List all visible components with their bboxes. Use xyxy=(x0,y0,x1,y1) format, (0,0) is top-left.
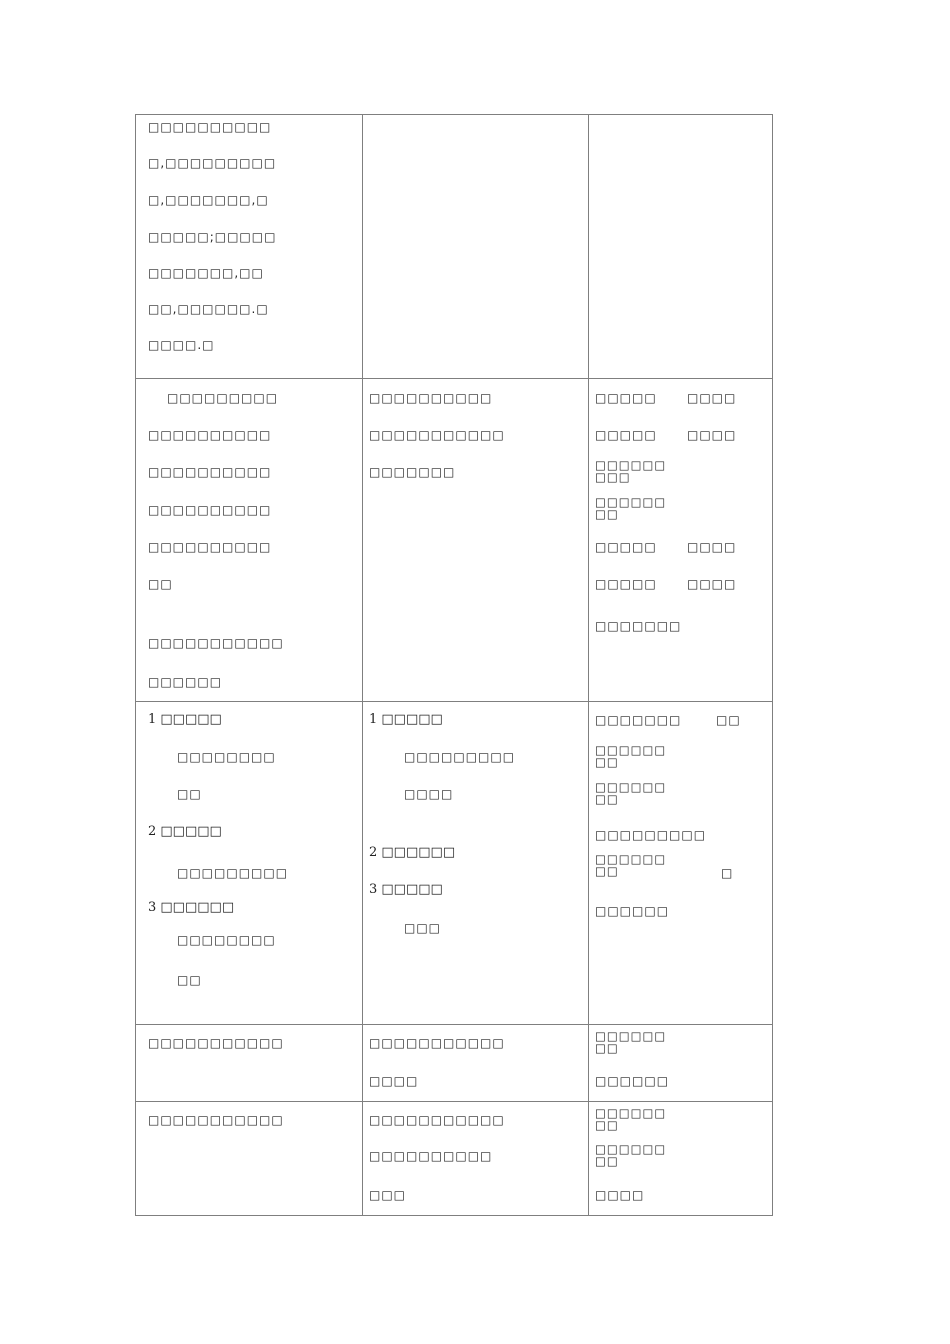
cell-text: □□□□□□□□□□ xyxy=(148,503,272,517)
cell-text: □□□□□□□□ xyxy=(595,743,667,769)
cell-text: □□□□□□□□□□ xyxy=(148,540,272,554)
cell-text: □□□□ xyxy=(687,428,737,442)
cell-text: □□□□□□□□□□ xyxy=(148,428,272,442)
table-row xyxy=(136,379,773,702)
cell-text: □□ xyxy=(177,787,202,801)
cell-text: □□□□□□□□□ xyxy=(404,750,516,764)
cell-text: □□□ xyxy=(369,1188,407,1202)
cell-text: 2 □□□□□ xyxy=(148,824,222,839)
cell-text: □□ xyxy=(148,577,173,591)
cell-text: □□□□□□□□□□□ xyxy=(148,1113,284,1127)
cell-text: □□□□□ xyxy=(595,577,657,591)
cell-text: □□□□ xyxy=(687,540,737,554)
cell-text: □□□□□□□□ xyxy=(595,852,667,878)
cell-text: □,□□□□□□□,□ xyxy=(148,193,269,207)
cell-text: □□□□□□□□ xyxy=(177,750,276,764)
cell-text: □□□□□□□□□□ xyxy=(148,120,272,134)
cell-text: □□□□□ xyxy=(595,540,657,554)
cell-text: □□□□□□□ xyxy=(595,619,682,633)
cell-text: □□□□□□ xyxy=(595,904,670,918)
cell-text: □□□□ xyxy=(595,1188,645,1202)
cell-text: □□□□□□□□□ xyxy=(177,866,289,880)
cell-text: □,□□□□□□□□□ xyxy=(148,156,277,170)
cell-text: □□□□□□□□□□□ xyxy=(148,1036,284,1050)
cell-text: □□□□□□□□□□□ xyxy=(369,1036,505,1050)
cell-text: □□□□□□□□□□ xyxy=(369,1149,493,1163)
cell-text: □□□□□□□□□□ xyxy=(148,465,272,479)
cell-text: □□□□□□□□□□□ xyxy=(369,428,505,442)
cell-text: □□□□□□□□□ xyxy=(595,458,667,484)
cell-text: □□□□□□□,□□ xyxy=(148,266,264,280)
cell-text: 3 □□□□□ xyxy=(369,882,443,897)
cell-text: 1 □□□□□ xyxy=(369,712,443,727)
cell-text: □□□□ xyxy=(687,577,737,591)
cell-text: □□□ xyxy=(404,921,442,935)
cell-text: □□□□□□□□ xyxy=(595,1142,667,1168)
cell-text: □□□□ xyxy=(687,391,737,405)
document-table xyxy=(135,114,773,1216)
table-row xyxy=(136,1102,773,1216)
cell-text: □□□□□□□ xyxy=(595,713,682,727)
cell-text: □□□□□□□□□ xyxy=(167,391,279,405)
cell-text: □□□□□□ xyxy=(148,675,223,689)
cell-text: □□□□□□□□ xyxy=(595,495,667,521)
cell-text: □□ xyxy=(177,973,202,987)
cell-text: □□□□□ xyxy=(595,391,657,405)
cell-text: □□□□□□□□ xyxy=(595,780,667,806)
cell-text: □ xyxy=(721,866,734,880)
cell-text: □□,□□□□□□.□ xyxy=(148,302,269,316)
cell-text: □□□□□ xyxy=(595,428,657,442)
cell-text: 2 □□□□□□ xyxy=(369,845,456,860)
cell-text: □□□□□□□□□ xyxy=(595,828,707,842)
cell-text: 1 □□□□□ xyxy=(148,712,222,727)
table-row xyxy=(136,115,773,379)
cell-text: □□□□□□ xyxy=(595,1074,670,1088)
table-row xyxy=(136,702,773,1025)
cell-text: □□□□□;□□□□□ xyxy=(148,230,277,244)
cell-text: □□ xyxy=(716,713,741,727)
table-row xyxy=(136,1025,773,1102)
cell-text: □□□□□□□□ xyxy=(177,933,276,947)
cell-text: □□□□□□□□□□□ xyxy=(369,1113,505,1127)
cell-text: □□□□□□□ xyxy=(369,465,456,479)
cell-text: □□□□ xyxy=(404,787,454,801)
cell-text: □□□□□□□□□□ xyxy=(369,391,493,405)
cell-text: 3 □□□□□□ xyxy=(148,900,235,915)
cell-text: □□□□□□□□□□□ xyxy=(148,636,284,650)
cell-text: □□□□□□□□ xyxy=(595,1029,667,1055)
cell-text: □□□□ xyxy=(369,1074,419,1088)
cell-text: □□□□□□□□ xyxy=(595,1106,667,1132)
cell-text: □□□□.□ xyxy=(148,338,215,352)
